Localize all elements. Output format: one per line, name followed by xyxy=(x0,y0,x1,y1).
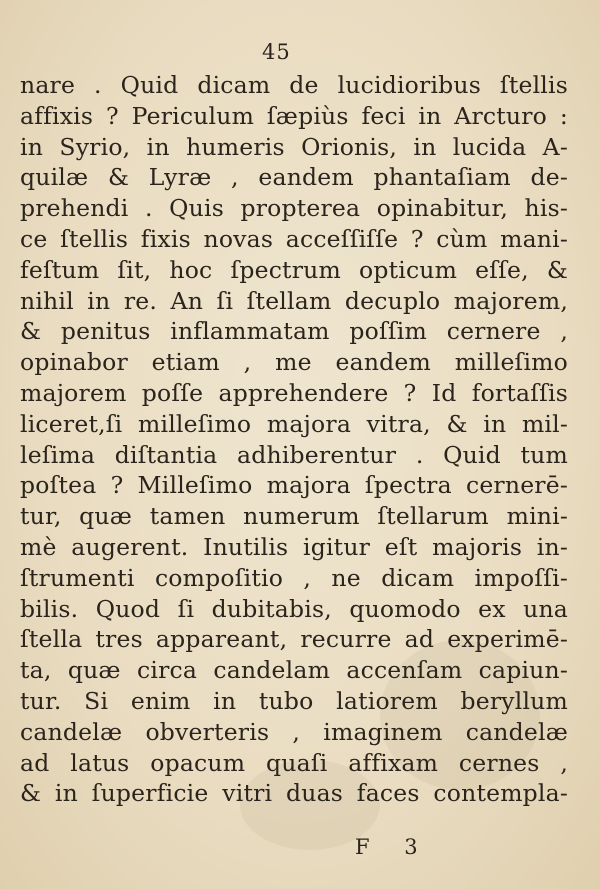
signature-mark: F 3 xyxy=(355,835,432,859)
text-line: in Syrio, in humeris Orionis, in lucida A- xyxy=(20,132,568,161)
text-line: ad latus opacum quaſi affixam cernes , xyxy=(20,748,568,777)
text-line: affixis ? Periculum ſæpiùs feci in Arcturo : xyxy=(20,101,568,130)
text-line: opinabor etiam , me eandem milleſimo xyxy=(20,348,568,377)
text-line: liceret,ſi milleſimo majora vitra, & in mil- xyxy=(20,409,568,438)
text-line: quilæ & Lyræ , eandem phantaſiam de- xyxy=(20,163,568,192)
text-line: majorem poſſe apprehendere ? Id fortaſſis xyxy=(20,378,568,407)
text-line: poſtea ? Milleſimo majora ſpectra cernerē- xyxy=(20,471,568,500)
text-line: nare . Quid dicam de lucidioribus ſtellis xyxy=(20,71,568,99)
text-line: ce ſtellis fixis novas acceſſiſſe ? cùm mani- xyxy=(20,224,568,253)
text-line: tur. Si enim in tubo latiorem beryllum xyxy=(20,686,568,715)
text-line: & penitus inflammatam poſſim cernere , xyxy=(20,317,568,346)
text-line: & in ſuperficie vitri duas faces contempla- xyxy=(20,779,568,808)
text-line: candelæ obverteris , imaginem candelæ xyxy=(20,717,568,746)
body-text xyxy=(20,70,568,809)
text-line: bilis. Quod ſi dubitabis, quomodo ex una xyxy=(20,594,568,623)
text-line: mè augerent. Inutilis igitur eſt majoris in- xyxy=(20,532,568,561)
text-line: ta, quæ circa candelam accenſam capiun- xyxy=(20,656,568,685)
text-line: tur, quæ tamen numerum ſtellarum mini- xyxy=(20,502,568,531)
text-line: feſtum ſit, hoc ſpectrum opticum eſſe, & xyxy=(20,255,568,284)
text-line: ſtrumenti compoſitio , ne dicam impoſſi- xyxy=(20,563,568,592)
page-number: 45 xyxy=(262,40,291,64)
text-line: nihil in re. An ſi ſtellam decuplo majorem, xyxy=(20,286,568,315)
text-line: leſima diſtantia adhiberentur . Quid tum xyxy=(20,440,568,469)
text-line: ſtella tres appareant, recurre ad experimē- xyxy=(20,625,568,654)
text-line: prehendi . Quis propterea opinabitur, his- xyxy=(20,194,568,223)
